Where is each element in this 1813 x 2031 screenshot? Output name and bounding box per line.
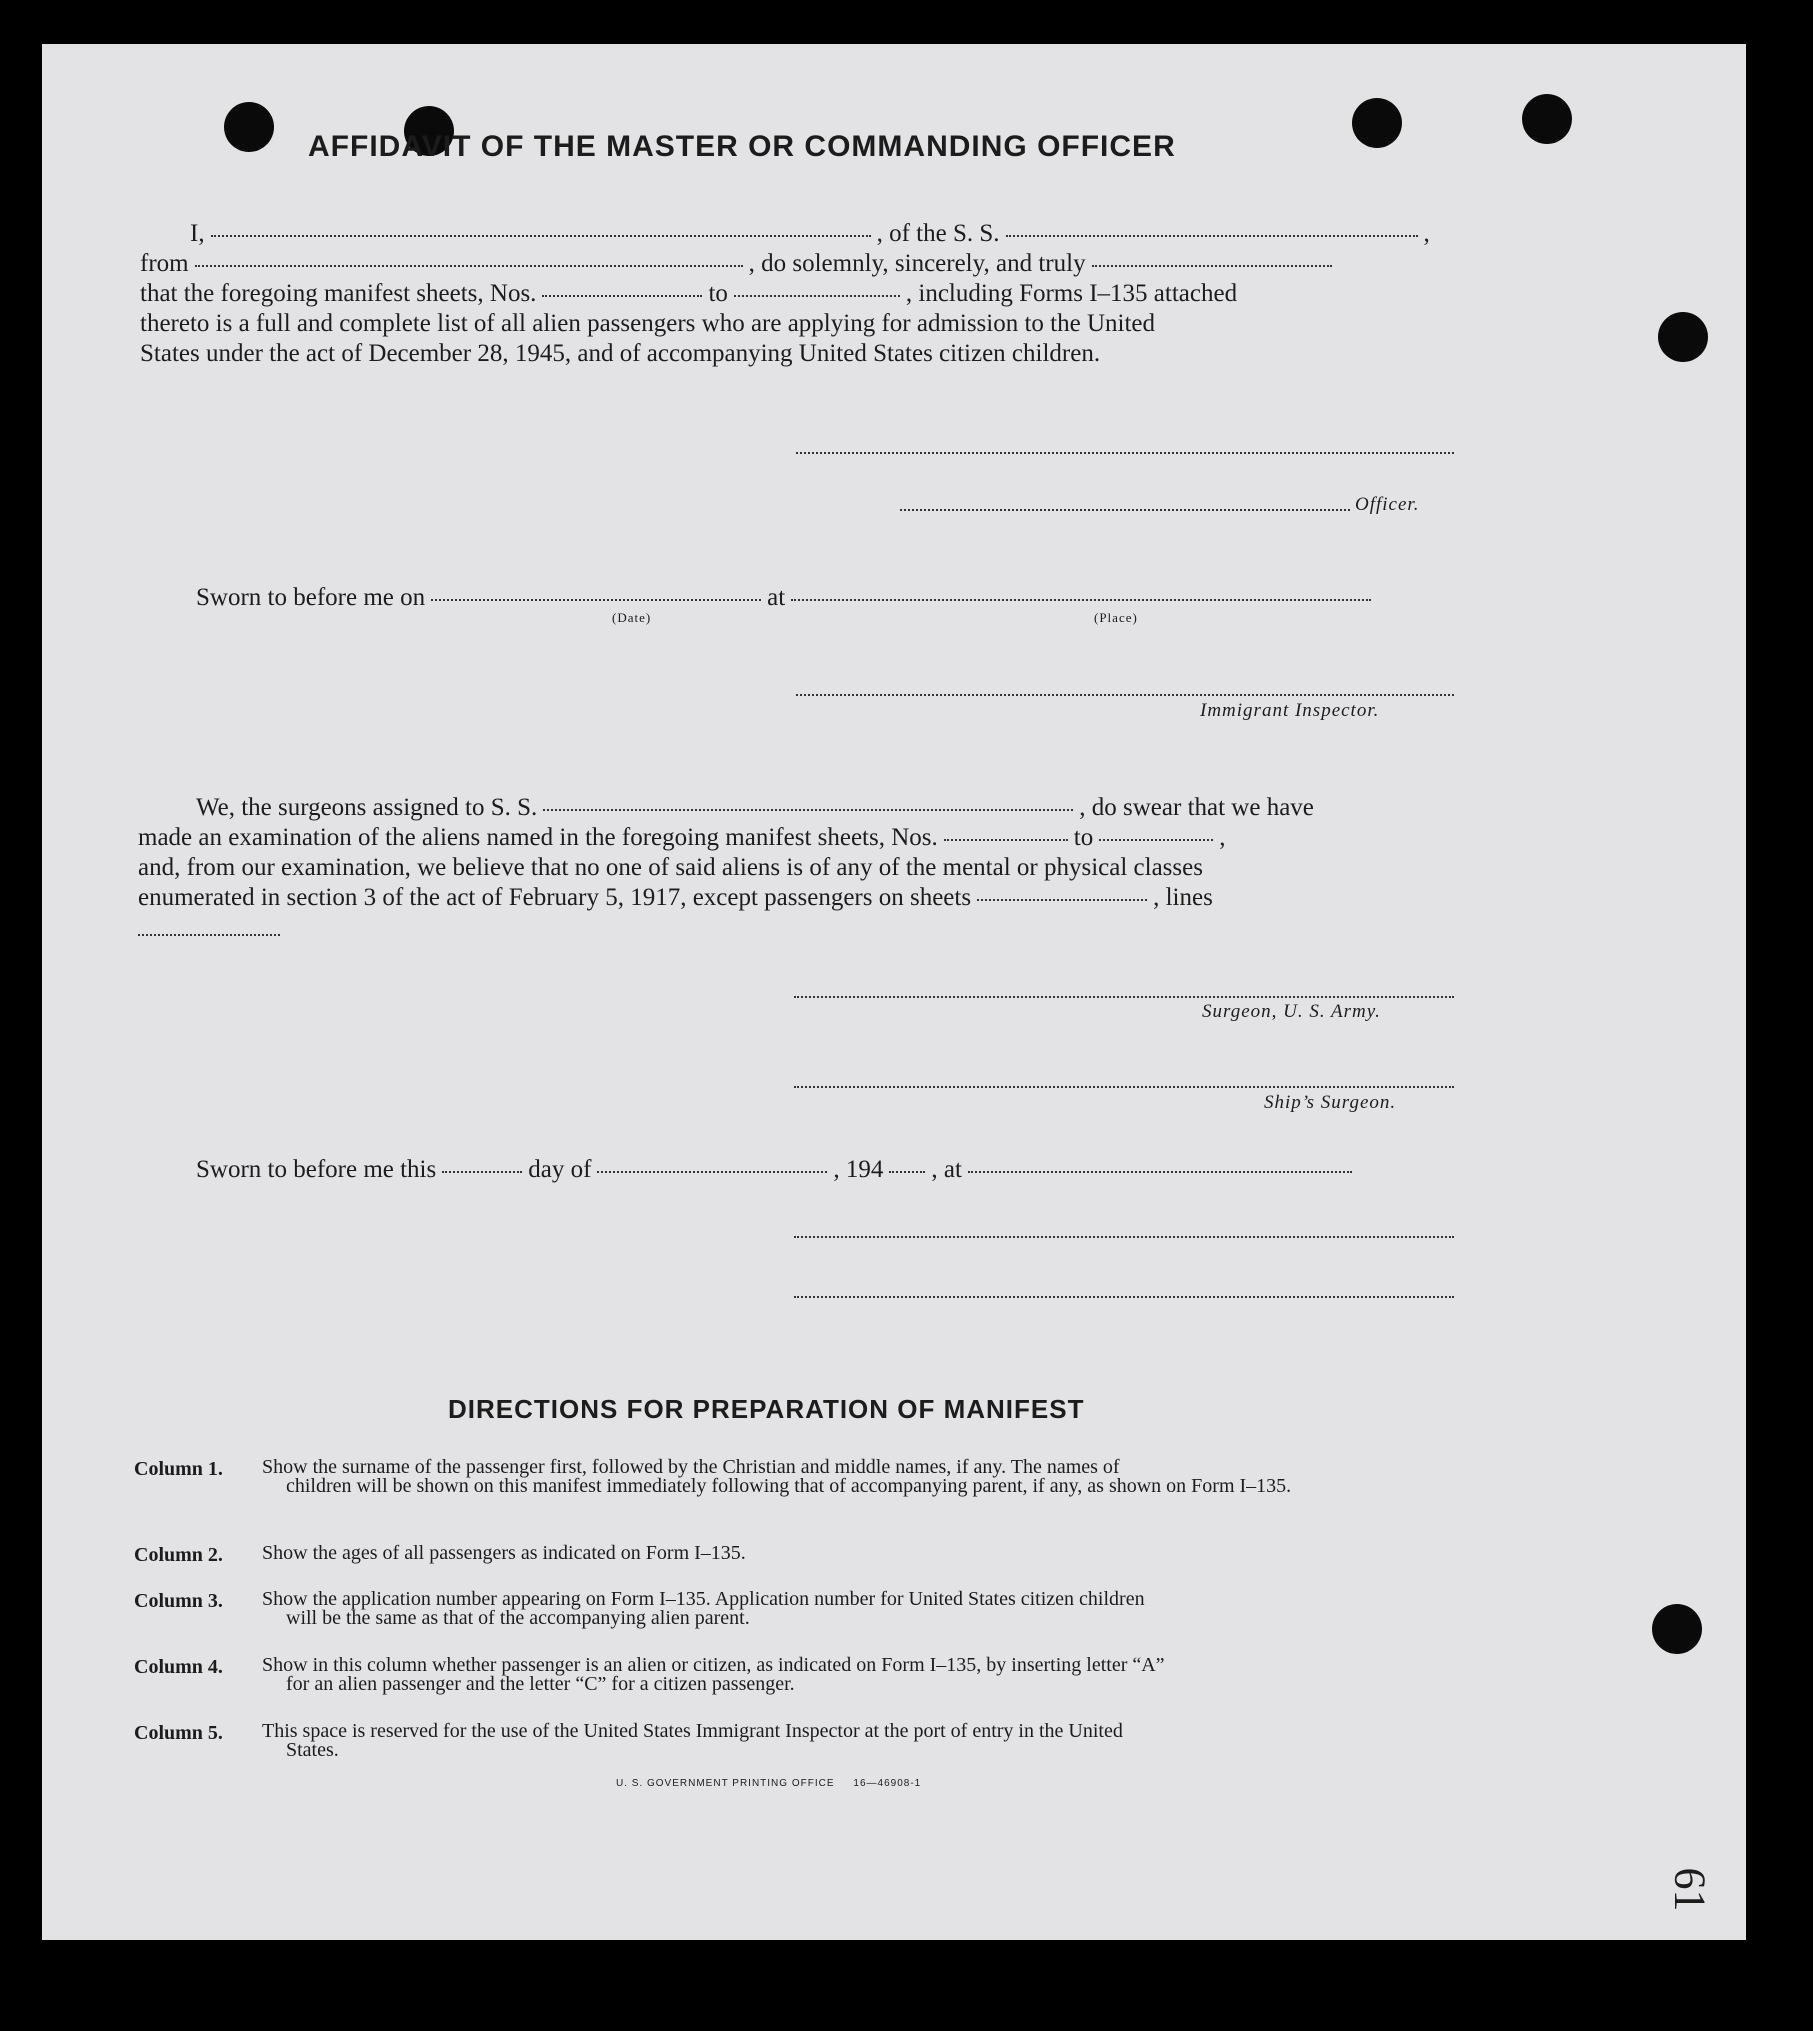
column-5-label: Column 5.: [134, 1722, 223, 1744]
inspector-caption: Immigrant Inspector.: [1200, 700, 1380, 721]
text-enumerated: enumerated in section 3 of the act of February 5, 1917, except passengers on sheets: [138, 884, 972, 911]
place-caption: (Place): [1094, 610, 1138, 625]
master-line-1: I, , of the S. S. ,: [190, 220, 1430, 247]
text-to: to: [1073, 824, 1094, 851]
column-2-label: Column 2.: [134, 1544, 223, 1566]
surgeon-ship-blank[interactable]: [543, 809, 1073, 811]
printer-footer: [616, 1778, 921, 1789]
signature-line[interactable]: [796, 452, 1454, 454]
sworn-day-line: [196, 1156, 1358, 1184]
column-4-rest: for an alien passenger and the letter “C” for a citizen passenger.: [286, 1673, 795, 1695]
lines-blank[interactable]: [138, 934, 280, 936]
sworn-line: [196, 584, 1377, 612]
day-blank[interactable]: [442, 1171, 522, 1173]
name-blank[interactable]: [211, 235, 871, 237]
surgeons-line-4: [138, 884, 1213, 912]
declare-blank[interactable]: [1092, 265, 1332, 267]
army-surgeon-signature-line[interactable]: [794, 996, 1454, 998]
punch-hole: [1352, 98, 1402, 148]
column-3-text: [262, 1590, 1492, 1628]
sheet-from-blank[interactable]: [542, 295, 702, 297]
punch-hole: [1522, 94, 1572, 144]
officer-signature-line[interactable]: [900, 509, 1350, 511]
text-i: I,: [190, 220, 205, 247]
text-to: to: [708, 280, 728, 307]
column-3-rest: will be the same as that of the accompanying alien parent.: [286, 1607, 750, 1629]
text-lines: , lines: [1153, 884, 1213, 911]
sheet-to-blank[interactable]: [734, 295, 900, 297]
column-5-rest: States.: [286, 1739, 339, 1761]
ship-surgeon-caption: Ship’s Surgeon.: [1264, 1092, 1397, 1113]
year-blank[interactable]: [889, 1171, 925, 1173]
text-solemnly: , do solemnly, sincerely, and truly: [748, 250, 1086, 277]
surgeon-sheet-to-blank[interactable]: [1099, 839, 1213, 841]
form-sheet: [42, 44, 1746, 1940]
punch-hole: [224, 102, 274, 152]
column-1-label: Column 1.: [134, 1458, 223, 1480]
ship-surgeon-signature-line[interactable]: [794, 1086, 1454, 1088]
text-day-of: day of: [528, 1156, 592, 1183]
sworn-date-blank[interactable]: [431, 599, 761, 601]
column-5-first: This space is reserved for the use of the United States Immigrant Inspector at the port of entry in the United: [262, 1720, 1123, 1742]
text-of-ss: , of the S. S.: [876, 220, 1000, 247]
column-4-label: Column 4.: [134, 1656, 223, 1678]
master-line-3: [140, 280, 1237, 308]
text-year-194: , 194: [833, 1156, 884, 1183]
inspector-signature-line[interactable]: [796, 694, 1454, 696]
date-caption: (Date): [612, 610, 652, 625]
surgeons-line-1: [196, 794, 1314, 822]
surgeon-sheet-from-blank[interactable]: [944, 839, 1068, 841]
text-including: , including Forms I–135 attached: [905, 280, 1238, 307]
sworn-day-place-blank[interactable]: [968, 1171, 1352, 1173]
army-surgeon-caption: Surgeon, U. S. Army.: [1202, 1001, 1381, 1022]
except-sheets-blank[interactable]: [977, 899, 1147, 901]
text-do-swear: , do swear that we have: [1079, 794, 1314, 821]
directions-title: DIRECTIONS FOR PREPARATION OF MANIFEST: [448, 1394, 1085, 1424]
text-foregoing: that the foregoing manifest sheets, Nos.: [140, 280, 537, 307]
master-line-5: States under the act of December 28, 1945, and of accompanying United States citizen children.: [140, 340, 1101, 367]
affidavit-title: AFFIDAVIT OF THE MASTER OR COMMANDING OFFICER: [308, 130, 1176, 163]
column-2-text: [262, 1544, 1492, 1563]
text-sworn: Sworn to before me on: [196, 584, 426, 611]
master-line-2: [140, 250, 1338, 278]
text-at: , at: [931, 1156, 962, 1183]
form-code: 16—46908-1: [853, 1778, 922, 1789]
column-1-first: Show the surname of the passenger first, followed by the Christian and middle names, if any. The names of: [262, 1456, 1120, 1478]
sworn-place-blank[interactable]: [791, 599, 1371, 601]
column-3-label: Column 3.: [134, 1590, 223, 1612]
column-3-first: Show the application number appearing on Form I–135. Application number for United States citizen children: [262, 1588, 1145, 1610]
officer-caption: Officer.: [1355, 494, 1420, 515]
text-from: from: [140, 250, 189, 277]
port-blank[interactable]: [195, 265, 743, 267]
column-1-text: [262, 1458, 1492, 1496]
column-4-first: Show in this column whether passenger is an alien or citizen, as indicated on Form I–135, by inserting letter “A”: [262, 1654, 1165, 1676]
text-at: at: [767, 584, 786, 611]
punch-hole: [1658, 312, 1708, 362]
page-number-mark: 61: [1665, 1867, 1715, 1912]
surgeons-line-2: [138, 824, 1225, 852]
text-sworn-this: Sworn to before me this: [196, 1156, 437, 1183]
surgeons-line-3: and, from our examination, we believe that no one of said aliens is of any of the mental or physical classes: [138, 854, 1203, 881]
column-4-text: [262, 1656, 1492, 1694]
month-blank[interactable]: [597, 1171, 827, 1173]
column-2-first: Show the ages of all passengers as indicated on Form I–135.: [262, 1542, 746, 1564]
ship-name-blank[interactable]: [1006, 235, 1418, 237]
text-made-examination: made an examination of the aliens named in the foregoing manifest sheets, Nos.: [138, 824, 938, 851]
signature-line[interactable]: [794, 1236, 1454, 1238]
column-5-text: [262, 1722, 1492, 1760]
punch-hole: [1652, 1604, 1702, 1654]
printer-name: U. S. GOVERNMENT PRINTING OFFICE: [616, 1778, 835, 1789]
column-1-rest: children will be shown on this manifest immediately following that of accompanying parent, if any, as shown on Form I–135.: [286, 1475, 1292, 1497]
signature-line[interactable]: [794, 1296, 1454, 1298]
text-we-surgeons: We, the surgeons assigned to S. S.: [196, 794, 538, 821]
master-line-4: thereto is a full and complete list of all alien passengers who are applying for admission to the United: [140, 310, 1156, 337]
text-comma: ,: [1219, 824, 1226, 851]
